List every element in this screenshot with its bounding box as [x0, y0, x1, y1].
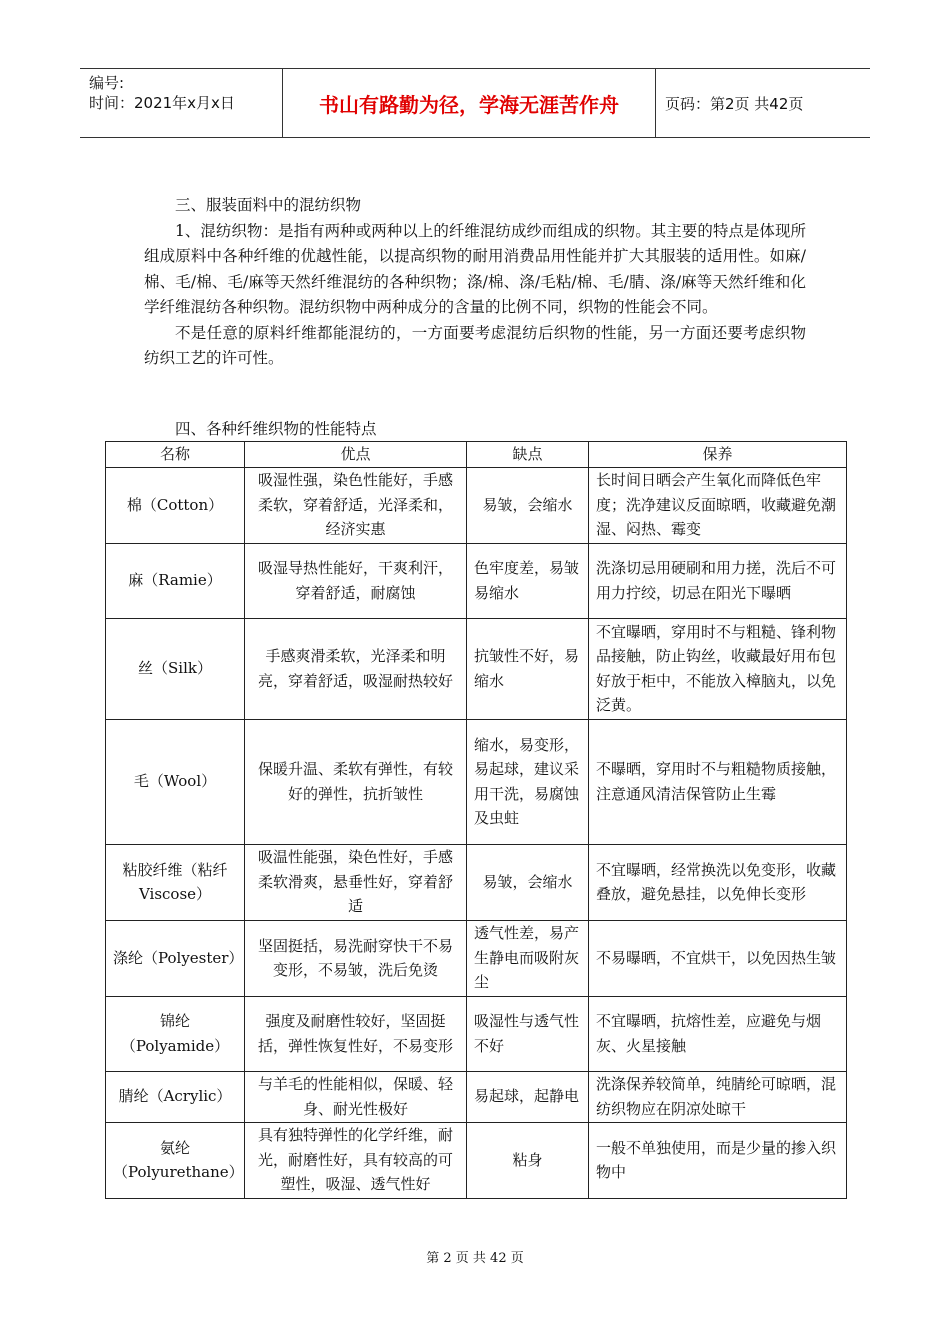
fiber-advantages: 坚固挺括，易洗耐穿快干不易变形，不易皱，洗后免烫 [245, 920, 467, 996]
fiber-care: 不曝晒，穿用时不与粗糙物质接触，注意通风清洁保管防止生霉 [589, 719, 847, 844]
fiber-name: 粘胶纤维（粘纤Viscose） [106, 844, 245, 920]
table-row [106, 920, 847, 996]
section-4 [144, 417, 806, 443]
page-header [80, 68, 870, 138]
section-4-title: 四、各种纤维织物的性能特点 [175, 420, 377, 438]
fiber-disadvantages: 粘身 [467, 1122, 589, 1198]
fiber-advantages: 吸温性能强，染色性好，手感柔软滑爽，悬垂性好，穿着舒适 [245, 844, 467, 920]
fiber-advantages: 强度及耐磨性较好，坚固挺括，弹性恢复性好，不易变形 [245, 996, 467, 1071]
section-3-para-2: 不是任意的原料纤维都能混纺的，一方面要考虑混纺后织物的性能，另一方面还要考虑织物纺织工艺的许可性。 [144, 323, 806, 367]
fiber-advantages: 具有独特弹性的化学纤维，耐光，耐磨性好，具有较高的可塑性，吸湿、透气性好 [245, 1122, 467, 1198]
fiber-disadvantages: 抗皱性不好，易缩水 [467, 618, 589, 719]
header-motto: 书山有路勤为径，学海无涯苦作舟 [283, 69, 656, 137]
table-row [106, 467, 847, 543]
table-row [106, 618, 847, 719]
header-meta [80, 69, 283, 137]
fiber-name: 腈纶（Acrylic） [106, 1071, 245, 1122]
page-footer: 第 2 页 共 42 页 [426, 1251, 524, 1266]
table-header-row [106, 442, 847, 468]
table-row [106, 543, 847, 618]
number-label: 编号: [89, 74, 125, 92]
fiber-care: 洗涤保养较简单，纯腈纶可晾晒，混纺织物应在阴凉处晾干 [589, 1071, 847, 1122]
header-name: 名称 [106, 442, 245, 468]
fiber-advantages: 吸湿导热性能好，干爽利汗，穿着舒适，耐腐蚀 [245, 543, 467, 618]
fiber-care: 不易曝晒，不宜烘干，以免因热生皱 [589, 920, 847, 996]
header-disadvantages: 缺点 [467, 442, 589, 468]
fiber-care: 不宜曝晒，抗熔性差，应避免与烟灰、火星接触 [589, 996, 847, 1071]
section-3-title: 三、服装面料中的混纺织物 [175, 196, 362, 214]
fiber-advantages: 手感爽滑柔软，光泽柔和明亮，穿着舒适，吸湿耐热较好 [245, 618, 467, 719]
fiber-disadvantages: 缩水，易变形，易起球，建议采用干洗，易腐蚀及虫蛀 [467, 719, 589, 844]
fiber-care: 洗涤切忌用硬刷和用力搓，洗后不可用力拧绞，切忌在阳光下曝晒 [589, 543, 847, 618]
time-label: 时间：2021年x月x日 [89, 94, 235, 112]
fiber-advantages: 与羊毛的性能相似，保暖、轻身、耐光性极好 [245, 1071, 467, 1122]
fiber-care: 长时间日晒会产生氧化而降低色牢度；洗净建议反面晾晒，收藏避免潮湿、闷热、霉变 [589, 467, 847, 543]
fiber-advantages: 吸湿性强，染色性能好，手感柔软，穿着舒适，光泽柔和，经济实惠 [245, 467, 467, 543]
fiber-disadvantages: 透气性差，易产生静电而吸附灰尘 [467, 920, 589, 996]
table-row [106, 1122, 847, 1198]
table-row [106, 996, 847, 1071]
fiber-care: 一般不单独使用，而是少量的掺入织物中 [589, 1122, 847, 1198]
fiber-advantages: 保暖升温、柔软有弹性，有较好的弹性，抗折皱性 [245, 719, 467, 844]
fiber-name: 棉（Cotton） [106, 467, 245, 543]
table-row [106, 1071, 847, 1122]
section-3-para-1: 1、混纺织物：是指有两种或两种以上的纤维混纺成纱而组成的织物。其主要的特点是体现所组成原料中各种纤维的优越性能，以提高织物的耐用消费品用性能并扩大其服装的适用性。如麻/棉、毛/棉、毛/麻等天然纤维混纺的各种织物；涤/棉、涤/毛粘/棉、毛/腈、涤/麻等天然纤维和化学纤维混纺各种织物。混纺织物中两种成分的含量的比例不同，织物的性能会不同。 [144, 221, 806, 316]
fiber-name: 毛（Wool） [106, 719, 245, 844]
fiber-name: 麻（Ramie） [106, 543, 245, 618]
fiber-disadvantages: 色牢度差，易皱易缩水 [467, 543, 589, 618]
table-row [106, 719, 847, 844]
fiber-disadvantages: 易皱，会缩水 [467, 844, 589, 920]
fiber-name: 氨纶（Polyurethane） [106, 1122, 245, 1198]
fiber-disadvantages: 吸湿性与透气性不好 [467, 996, 589, 1071]
fiber-properties-table [105, 441, 847, 1199]
header-advantages: 优点 [245, 442, 467, 468]
fiber-care: 不宜曝晒，穿用时不与粗糙、锋利物品接触，防止钩丝，收藏最好用布包好放于柜中，不能放入樟脑丸，以免泛黄。 [589, 618, 847, 719]
fiber-care: 不宜曝晒，经常换洗以免变形，收藏叠放，避免悬挂，以免伸长变形 [589, 844, 847, 920]
fiber-disadvantages: 易起球，起静电 [467, 1071, 589, 1122]
fiber-name: 涤纶（Polyester） [106, 920, 245, 996]
section-3 [144, 193, 806, 372]
table-row [106, 844, 847, 920]
fiber-disadvantages: 易皱，会缩水 [467, 467, 589, 543]
fiber-name: 锦纶（Polyamide） [106, 996, 245, 1071]
header-care: 保养 [589, 442, 847, 468]
header-page-info: 页码：第2页 共42页 [665, 94, 804, 113]
fiber-name: 丝（Silk） [106, 618, 245, 719]
